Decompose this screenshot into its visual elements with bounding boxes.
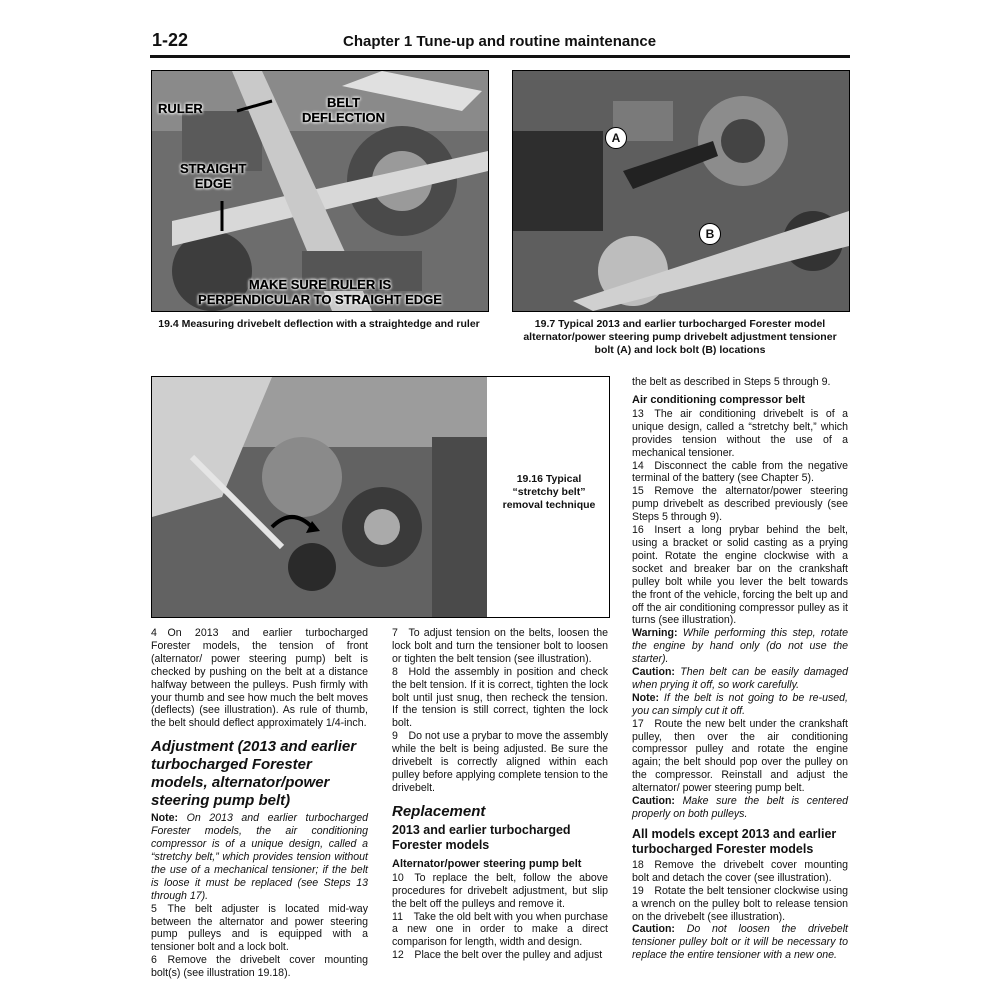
paragraph-7: 7 To adjust tension on the belts, loosen the lock bolt and turn the tensioner bolt to loosen or tighten the belt tension (see illustration). [392,627,608,665]
paragraph-18: 18 Remove the drivebelt cover mounting bolt and detach the cover (see illustration). [632,858,848,884]
heading-2013-forester: 2013 and earlier turbocharged Forester models [392,822,571,852]
paragraph-4: 4 On 2013 and earlier turbocharged Forester models, the tension of front (alternator/ power steering pump) belt is checked by pushing on the belt at a distance halfway between the pulleys. Push firmly with your thumb and see how much the belt moves (deflects) (see illustration). As rule of thumb, the belt should deflect approximately 1/4-inch. [151,627,368,730]
note-adjustment [151,812,368,902]
heading-ac-belt: Air conditioning compressor belt [632,393,805,406]
callout-a: A [605,127,627,149]
caution-2-text: Make sure the belt is centered properly on both pulleys. [632,795,848,820]
note-text: On 2013 and earlier turbocharged Forester models, the air conditioning compressor is of a unique design, called a “stretchy belt,” which provides tension without the use of a mechanical tensioner; if the belt is loose it must be replaced (see Steps 13 through 17). [151,812,368,902]
heading-alternator-belt: Alternator/power steering pump belt [392,857,582,870]
paragraph-8: 8 Hold the assembly in position and check the belt tension. If it is correct, tighten the lock bolt until just snug, then recheck the tension. If the tension is still correct, tighten the lock bolt. [392,665,608,730]
heading-all-models: All models except 2013 and earlier turbocharged Forester models [632,826,837,856]
heading-adjustment: Adjustment (2013 and earlier turbocharged Forester models, alternator/power steering pump belt) [151,738,357,810]
figure-19-4-photo [151,70,489,312]
heading-replacement: Replacement [392,802,486,820]
warning-label: Warning: [632,627,678,640]
caution-1-label: Caution: [632,666,675,679]
callout-b: B [699,223,721,245]
paragraph-19: 19 Rotate the belt tensioner clockwise using a wrench on the pulley bolt to release tension on the drivebelt (see illustration). [632,884,848,923]
caption-19-4: 19.4 Measuring drivebelt deflection with a straightedge and ruler [158,318,480,330]
caution-2 [632,795,848,821]
paragraph-11: 11 Take the old belt with you when purchase a new one in order to make a direct comparison for length, width and design. [392,910,608,949]
paragraph-15: 15 Remove the alternator/power steering pump drivebelt as described previously (see Steps 5 through 9). [632,485,848,524]
note-cut [632,692,848,718]
page-number: 1-22 [152,30,189,50]
paragraph-9: 9 Do not use a prybar to move the assembly while the belt is being adjusted. Be sure the drivebelt is correctly aligned within each pulley before applying complete tension to the drivebelt. [392,730,608,794]
text-column-2 [392,627,608,962]
paragraph-10: 10 To replace the belt, follow the above procedures for drivebelt adjustment, but slip the belt off the pulleys and remove it. [392,871,608,910]
warning [632,627,848,666]
label-belt-deflection: BELT DEFLECTION [302,95,386,125]
header-rule [150,55,850,58]
label-straight-edge: STRAIGHT EDGE [180,161,247,191]
note-cut-text: If the belt is not going to be re-used, you can simply cut it off. [632,691,848,717]
paragraph-17: 17 Route the new belt under the crankshaft pulley, then over the air conditioning compressor pulley and rotate the engine again; the belt should pop over the pulley on the compressor. Reinstall and adjust the alternator/ power steering pump belt. [632,717,848,795]
text-column-1 [151,627,368,980]
paragraph-12: 12 Place the belt over the pulley and adjust [392,949,603,962]
caption-19-7: 19.7 Typical 2013 and earlier turbocharged Forester model alternator/power steering pump drivebelt adjustment tensioner bolt (A) and lock bolt (B) locations [523,318,837,356]
warning-text: While performing this step, rotate the engine by hand only (do not use the starter). [632,627,848,666]
figure-19-7-photo [512,70,850,312]
engine-photo-19-7 [513,71,849,311]
caution-3 [632,923,848,962]
paragraph-5: 5 The belt adjuster is located mid-way between the alternator and power steering pump pulleys and is equipped with a tensioner bolt and a lock bolt. [151,902,368,954]
note-label: Note: [151,812,179,825]
caution-3-label: Caution: [632,923,675,936]
paragraph-6: 6 Remove the drivebelt cover mounting bolt(s) (see illustration 19.18). [151,954,368,980]
caution-1-text: Then belt can be easily damaged when prying it off, so work carefully. [632,666,848,691]
text-column-3 [632,376,848,962]
note-cut-label: Note: [632,691,660,704]
caution-1 [632,666,848,692]
paragraph-14: 14 Disconnect the cable from the negative terminal of the battery (see Chapter 5). [632,459,848,485]
paragraph-12-cont: the belt as described in Steps 5 through 9. [632,376,831,388]
label-perpendicular: MAKE SURE RULER IS PERPENDICULAR TO STRAIGHT EDGE [198,277,442,307]
figure-19-16-photo [151,376,610,618]
paragraph-16: 16 Insert a long prybar behind the belt, using a bracket or solid casting as a prying point. Rotate the engine clockwise with a socket and breaker bar on the crankshaft pulley bolt while you lever the belt towards the front of the vehicle, forcing the belt up and off the air conditioning compressor pulley as it turns (see illustration). [632,524,848,627]
caption-19-16: 19.16 Typical “stretchy belt” removal technique [502,473,596,511]
paragraph-13: 13 The air conditioning drivebelt is of a unique design, called a “stretchy belt,” which provides tension without the use of a mechanical tensioner. [632,407,848,459]
caution-3-text: Do not loosen the drivebelt tensioner pulley bolt or it will be necessary to replace the entire tensioner with a new one. [632,923,848,962]
caution-2-label: Caution: [632,795,675,808]
label-ruler: RULER [158,101,203,116]
chapter-title: Chapter 1 Tune-up and routine maintenance [343,33,657,50]
